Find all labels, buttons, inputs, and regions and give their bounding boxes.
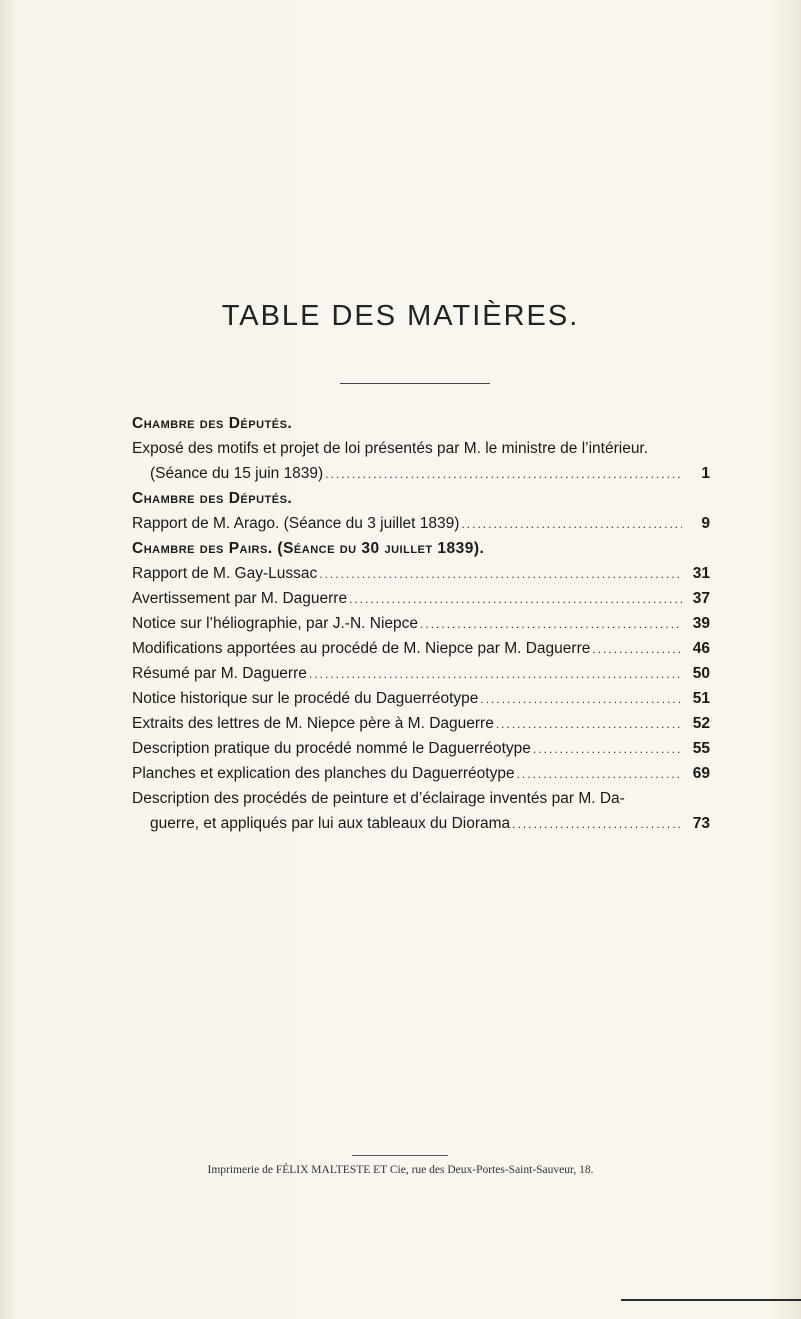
page-number: 39 xyxy=(692,615,710,632)
dot-leader xyxy=(309,662,682,687)
title-divider xyxy=(340,383,490,384)
toc-entry: Notice historique sur le procédé du Daguerréotype ..... 51 xyxy=(132,686,710,711)
toc-entry: Résumé par M. Daguerre ..... 50 xyxy=(132,661,710,686)
toc-entry: Description des procédés de peinture et d’éclairage inventés par M. Da- xyxy=(132,790,625,807)
page-number: 52 xyxy=(692,715,710,732)
dot-leader xyxy=(496,712,682,737)
page-number: 46 xyxy=(692,640,710,657)
dot-leader xyxy=(480,687,682,712)
page-number: 55 xyxy=(692,740,710,757)
dot-leader xyxy=(319,562,682,587)
page-number: 9 xyxy=(701,515,710,532)
toc-heading: Chambre des Députés. xyxy=(132,490,293,507)
toc-entry: Rapport de M. Arago. (Séance du 3 juillet 1839) ..... 9 xyxy=(132,511,710,536)
toc-entry: Avertissement par M. Daguerre ..... 37 xyxy=(132,586,710,611)
toc-entry: Planches et explication des planches du Daguerréotype ..... 69 xyxy=(132,761,710,786)
toc-entry: Exposé des motifs et projet de loi présentés par M. le ministre de l’intérieur. xyxy=(132,440,649,457)
page-number: 51 xyxy=(692,690,710,707)
printer-imprint: Imprimerie de FÉLIX MALTESTE ET Cie, rue des Deux-Portes-Saint-Sauveur, 18. xyxy=(207,1164,594,1176)
dot-leader xyxy=(512,812,682,837)
page-number: 69 xyxy=(692,765,710,782)
dot-leader xyxy=(517,762,682,787)
dot-leader xyxy=(325,462,682,487)
table-of-contents xyxy=(132,411,710,836)
toc-entry: Notice sur l’héliographie, par J.-N. Niepce ..... 39 xyxy=(132,611,710,636)
dot-leader xyxy=(420,612,682,637)
toc-entry: (Séance du 15 juin 1839) ..... 1 xyxy=(132,461,710,486)
toc-entry: Modifications apportées au procédé de M. Niepce par M. Daguerre ..... 46 xyxy=(132,636,710,661)
dot-leader xyxy=(533,737,682,762)
page-number: 37 xyxy=(692,590,710,607)
toc-entry: Rapport de M. Gay-Lussac ..... 31 xyxy=(132,561,710,586)
dot-leader xyxy=(461,512,682,537)
page-number: 50 xyxy=(692,665,710,682)
dot-leader xyxy=(349,587,682,612)
page-number: 73 xyxy=(692,815,710,832)
page-number: 31 xyxy=(692,565,710,582)
toc-entry: guerre, et appliqués par lui aux tableaux du Diorama ..... 73 xyxy=(132,811,710,836)
toc-entry: Description pratique du procédé nommé le Daguerréotype ..... 55 xyxy=(132,736,710,761)
toc-heading: Chambre des Députés. xyxy=(132,415,293,432)
page-title: TABLE DES MATIÈRES. xyxy=(221,300,580,332)
dot-leader xyxy=(592,637,682,662)
imprint-divider xyxy=(352,1155,448,1156)
page-edge-mark xyxy=(621,1299,801,1301)
toc-entry: Extraits des lettres de M. Niepce père à M. Daguerre ..... 52 xyxy=(132,711,710,736)
page-number: 1 xyxy=(701,465,710,482)
toc-heading: Chambre des Pairs. (Séance du 30 juillet 1839). xyxy=(132,540,485,557)
